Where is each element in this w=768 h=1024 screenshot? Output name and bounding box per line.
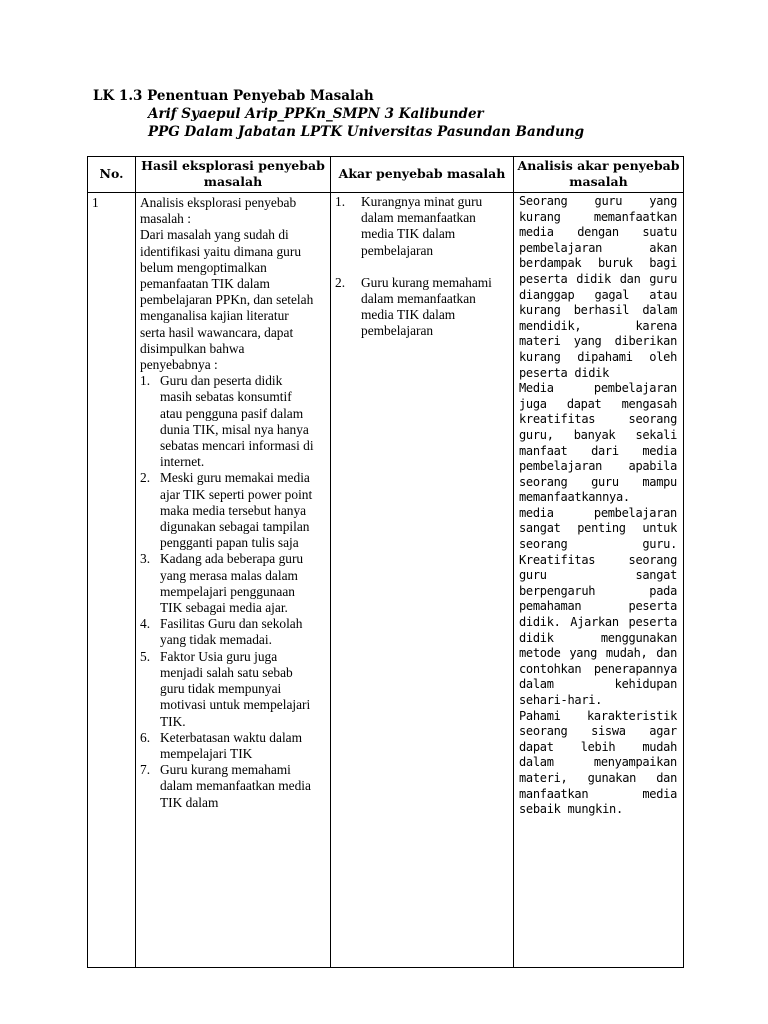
cell-akar — [331, 193, 514, 968]
akar-list — [335, 194, 507, 340]
document-header — [93, 87, 584, 141]
table-header-row — [88, 157, 684, 193]
list-item: 6. Keterbatasan waktu dalam mempelajari TIK — [140, 729, 303, 761]
hasil-body: Dari masalah yang sudah di identifikasi yaitu dimana guru belum mengoptimalkan pemanfaatan TIK dalam pembelajaran PPKn, dan setelah menganalisa kajian literatur serta hasil wawancara, dapat disimpulkan bahwa penyebabnya : — [140, 227, 314, 373]
author-line: Arif Syaepul Arip_PPKn_SMPN 3 Kalibunder — [148, 106, 484, 122]
program-line: PPG Dalam Jabatan LPTK Universitas Pasundan Bandung — [148, 124, 585, 140]
analisis-paragraph: Seorang guru yang kurang memanfaatkan media dengan suatu pembelajaran akan berdampak buruk bagi peserta didik dan guru dianggap gagal atau kurang berhasil dalam mendidik, karena materi yang diberikan kurang dipahami oleh peserta didik — [519, 194, 677, 380]
analisis-paragraph: media pembelajaran sangat penting untuk seorang guru. Kreatifitas seorang guru sangat berpengaruh pada pemahaman peserta didik. Ajarkan peserta didik menggunakan metode yang mudah, dan contohkan penerapannya dalam kehidupan sehari-hari. — [519, 505, 677, 707]
header-akar: Akar penyebab masalah — [331, 157, 514, 193]
analisis-paragraph: Pahami karakteristik seorang siswa agar dapat lebih mudah dalam menyampaikan materi, gunakan dan manfaatkan media sebaik mungkin. — [519, 708, 677, 817]
analisis-paragraph: Media pembelajaran juga dapat mengasah kreatifitas seorang guru, banyak sekali manfaat dari media pembelajaran apabila seorang guru mampu memanfaatkannya. — [519, 381, 677, 505]
list-item: 3. Kadang ada beberapa guru yang merasa malas dalam mempelajari penggunaan TIK sebagai media ajar. — [140, 551, 304, 616]
list-item: 4. Fasilitas Guru dan sekolah yang tidak memadai. — [140, 616, 303, 648]
cell-no: 1 — [88, 193, 136, 968]
hasil-list — [140, 373, 316, 810]
header-hasil: Hasil eksplorasi penyebab masalah — [136, 157, 331, 193]
header-analisis: Analisis akar penyebab masalah — [514, 157, 684, 193]
list-item: 7. Guru kurang memahami dalam memanfaatkan media TIK dalam — [140, 762, 311, 810]
header-no: No. — [88, 157, 136, 193]
table-row — [88, 193, 684, 968]
list-item: 1. Guru dan peserta didik masih sebatas konsumtif atau pengguna pasif dalam dunia TIK, misal nya hanya sebatas mencari informasi di internet. — [140, 373, 314, 470]
problem-cause-table — [87, 156, 684, 968]
document-title: LK 1.3 Penentuan Penyebab Masalah — [93, 88, 374, 104]
cell-analisis — [514, 193, 684, 968]
hasil-intro: Analisis eksplorasi penyebab masalah : — [140, 195, 297, 227]
list-item: 1. Kurangnya minat guru dalam memanfaatkan media TIK dalam pembelajaran — [335, 194, 483, 258]
list-item: 2. Meski guru memakai media ajar TIK seperti power point maka media tersebut hanya digunakan sebagai tampilan pengganti papan tulis saja — [140, 470, 313, 551]
list-item: 5. Faktor Usia guru juga menjadi salah satu sebab guru tidak mempunyai motivasi untuk mempelajari TIK. — [140, 648, 311, 729]
cell-hasil — [136, 193, 331, 968]
list-item: 2. Guru kurang memahami dalam memanfaatkan media TIK dalam pembelajaran — [335, 274, 492, 339]
